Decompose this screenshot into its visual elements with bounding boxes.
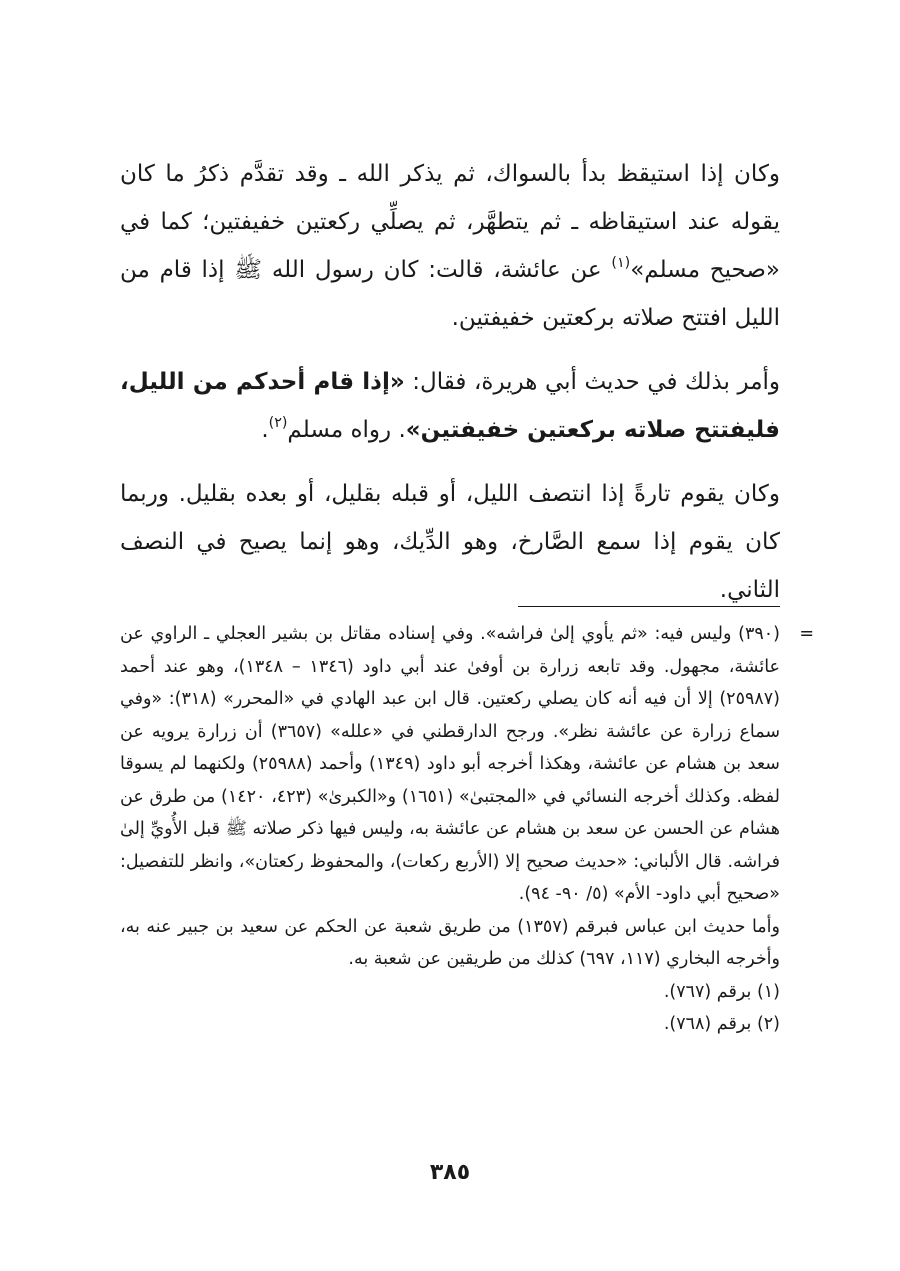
footnote-number: (١) (756, 981, 780, 1002)
main-text (120, 150, 780, 630)
footnote-2: (٢) برقم (٧٦٨). (663, 1014, 780, 1034)
paragraph-2: وأمر بذلك في حديث أبي هريرة، فقال: «إذا قام أحدكم من الليل، فليفتتح صلاته بركعتين خفيفتين». رواه مسلم$^{(٢)}$. (120, 369, 781, 443)
footnote-ref-1[interactable]: (١) (611, 255, 631, 272)
continuation-mark: = (799, 624, 814, 644)
footnote-separator (518, 606, 780, 607)
footnote-1: (١) برقم (٧٦٧). (663, 981, 780, 1002)
hadith-quote: «إذا قام أحدكم من الليل، فليفتتح صلاته بركعتين خفيفتين» (120, 369, 780, 443)
paragraph-1: وكان إذا استيقظ بدأ بالسواك، ثم يذكر الله ـ وقد تقدَّم ذكرُ ما كان يقوله عند استيقاظه ـ ثم يتطهَّر، ثم يصلِّي ركعتين خفيفتين؛ كما في «صحيح مسلم»$^{(١)}$ عن عائشة، قالت: كان رسول الله ﷺ إذا قام من الليل افتتح صلاته بركعتين خفيفتين. (120, 161, 780, 331)
footnote-continuation (120, 618, 814, 976)
footnote-number: (٢) (756, 1014, 780, 1034)
paragraph-3: وكان يقوم تارةً إذا انتصف الليل، أو قبله بقليل، أو بعده بقليل. وربما كان يقوم إذا سمع الصَّارخ، وهو الدِّيك، وهو إنما يصيح في النصف الثاني. (120, 481, 780, 603)
footnote-continuation-text: (٣٩٠) وليس فيه: «ثم يأوي إلىٰ فراشه». وفي إسناده مقاتل بن بشير العجلي ـ الراوي عن عائشة، مجهول. وقد تابعه زرارة بن أوفىٰ عند أبي داود (١٣٤٦ – ١٣٤٨)، وهو عند أحمد (٢٥٩٨٧) إلا أن فيه أنه كان يصلي ركعتين. قال ابن عبد الهادي في «المحرر» (٣١٨): «وفي سماع زرارة عن عائشة نظر». ورجح الدارقطني في «علله» (٣٦٥٧) أن زرارة يرويه عن سعد بن هشام عن عائشة، وهكذا أخرجه أبو داود (١٣٤٩) وأحمد (٢٥٩٨٨) ولكنهما لم يسوقا لفظه. وكذلك أخرجه النسائي في «المجتبىٰ» (١٦٥١) و«الكبرىٰ» (٤٢٣، ١٤٢٠) من طرق عن هشام عن الحسن عن سعد بن هشام عن عائشة به، وليس فيها ذكر صلاته ﷺ قبل الأُويِّ إلىٰ فراشه. قال الألباني: «حديث صحيح إلا (الأربع ركعات)، والمحفوظ ركعتان»، وانظر للتفصيل: «صحيح أبي داود- الأم» (٥/ ٩٠- ٩٤). (120, 624, 780, 904)
page-number: ٣٨٥ (429, 1160, 471, 1185)
footnote-continuation-text-2: وأما حديث ابن عباس فبرقم (١٣٥٧) من طريق شعبة عن الحكم عن سعيد بن جبير عنه به، وأخرجه البخاري (١١٧، ٦٩٧) كذلك من طريقين عن شعبة به. (120, 916, 780, 969)
footnotes (120, 618, 814, 1041)
footnote-ref-2[interactable]: (٢) (268, 415, 288, 432)
